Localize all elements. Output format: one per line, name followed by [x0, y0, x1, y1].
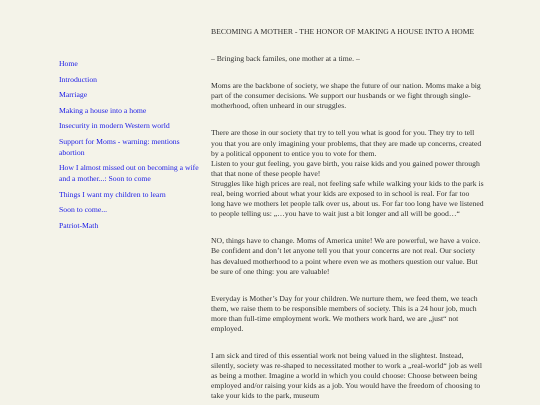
nav-link-how-i-almost-missed-out[interactable]: How I almost missed out on becoming a wife and a mother...: Soon to come: [59, 163, 199, 183]
sidebar-nav: [59, 58, 201, 235]
nav-link-support-for-moms[interactable]: Support for Moms - warning: mentions abortion: [59, 136, 180, 157]
body-paragraph: There are those in our society that try to tell you what is good for you. They try to tell you that you are only imagining your problems, that they are made up concerns, created by a political opponent to entice you to vote for them.: [211, 128, 482, 158]
nav-link-marriage[interactable]: Marriage: [59, 90, 88, 99]
body-paragraph: Everyday is Mother’s Day for your children. We nurture them, we feed them, we teach them, we raise them to be responsible members of society. This is a 24 hour job, much more than full-time employment work. We mothers work hard, we are „just“ not employed.: [211, 293, 478, 333]
body-paragraph: Listen to your gut feeling, you gave birth, you raise kids and you gained power through that that none of these people have!: [211, 158, 480, 178]
nav-link-insecurity[interactable]: Insecurity in modern Western world: [59, 121, 170, 130]
page-title: BECOMING A MOTHER - THE HONOR OF MAKING A HOUSE INTO A HOME: [211, 27, 475, 36]
nav-link-home[interactable]: Home: [59, 59, 78, 68]
body-paragraph: Moms are the backbone of society, we shape the future of our nation. Moms make a big part of the consumer decisions. We support our husbands or we fight through single-motherhood, often unheard in our struggles.: [211, 81, 481, 111]
nav-link-things-i-want-my-children-to-learn[interactable]: Things I want my children to learn: [59, 189, 166, 199]
body-paragraph: NO, things have to change. Moms of America unite! We are powerful, we have a voice. Be confident and don’t let anyone tell you that your concerns are not real. Our society has devalued motherhood to a point where even we as mothers question our value. But be sure of one thing: you are valuable!: [211, 236, 481, 276]
main-content: [211, 27, 484, 405]
nav-link-introduction[interactable]: Introduction: [59, 74, 98, 84]
nav-link-soon-to-come[interactable]: Soon to come...: [59, 205, 108, 214]
tagline: – Bringing back familes, one mother at a time. –: [211, 54, 360, 64]
nav-link-patriot-math[interactable]: Patriot-Math: [59, 220, 99, 230]
body-paragraph: Struggles like high prices are real, not feeling safe while walking your kids to the park is real, being worried about what your kids are exposed to in school is real. For far too long have we mothers let people talk over us, about us. For far too long have we listened to people telling us: „…you have to wait just a bit longer and all will be good…“: [211, 178, 484, 219]
nav-link-making-a-house-into-a-home[interactable]: Making a house into a home: [59, 105, 147, 115]
body-paragraph: I am sick and tired of this essential work not being valued in the slightest. Instead, silently, society was re-shaped to necessitated mother to work a „real-world“ job as well as being a mother. Imagine a world in which you could choose: Choose between being employed and/or raising your kids as a job. You would have the freedom of choosing to take your kids to the park, museum: [211, 351, 483, 401]
